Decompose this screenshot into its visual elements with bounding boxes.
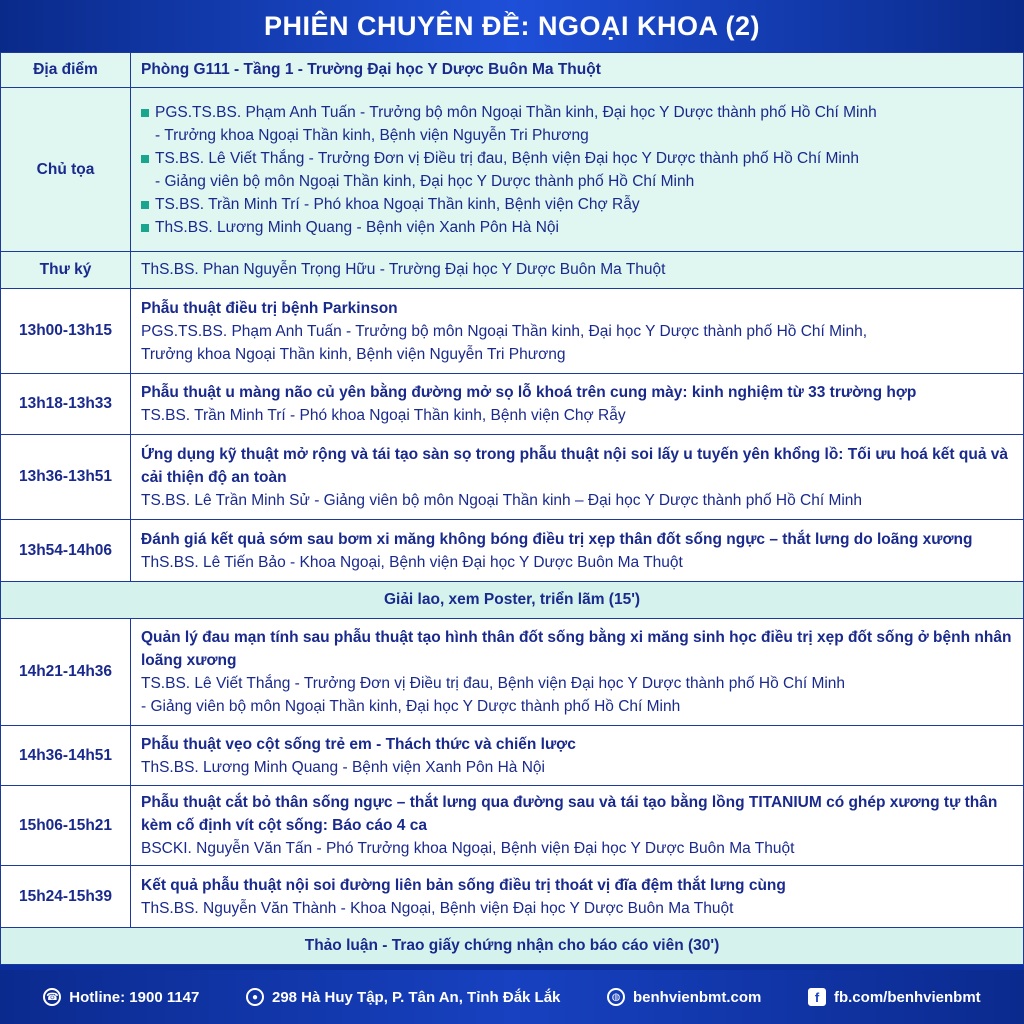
- session-content: [131, 619, 1024, 726]
- location-label: Địa điểm: [1, 53, 131, 88]
- session-row: [1, 289, 1024, 374]
- session-title: Đánh giá kết quả sớm sau bơm xi măng không bóng điều trị xẹp thân đốt sống ngực – thắt lưng do loãng xương: [141, 530, 973, 548]
- session-time: 15h06-15h21: [1, 786, 131, 866]
- session-content: [131, 786, 1024, 866]
- session-time: 13h54-14h06: [1, 520, 131, 582]
- chair-item: [141, 193, 1013, 216]
- location-row: [1, 53, 1024, 88]
- phone-icon: ☎: [43, 988, 61, 1006]
- facebook-link[interactable]: [808, 988, 981, 1006]
- break-text: Giải lao, xem Poster, triển lãm (15'): [1, 582, 1024, 619]
- session-row: [1, 786, 1024, 866]
- chairs-row: [1, 88, 1024, 252]
- chair-item: [141, 101, 1013, 147]
- secretary-label: Thư ký: [1, 252, 131, 289]
- secretary-row: [1, 252, 1024, 289]
- session-content: [131, 726, 1024, 786]
- session-time: 13h18-13h33: [1, 374, 131, 435]
- session-title: Kết quả phẫu thuật nội soi đường liên bản sống điều trị thoát vị đĩa đệm thắt lưng cùng: [141, 876, 786, 894]
- chairs-label: Chủ tọa: [1, 88, 131, 252]
- chair-line: ThS.BS. Lương Minh Quang - Bệnh viện Xanh Pôn Hà Nội: [155, 218, 559, 236]
- session-speaker: ThS.BS. Lương Minh Quang - Bệnh viện Xanh Pôn Hà Nội: [141, 758, 545, 776]
- session-content: [131, 866, 1024, 928]
- hotline-text: Hotline: 1900 1147: [69, 988, 200, 1006]
- location-pin-icon: ●: [246, 988, 264, 1006]
- session-content: [131, 374, 1024, 435]
- chair-line: - Trưởng khoa Ngoại Thần kinh, Bệnh viện Nguyễn Tri Phương: [155, 126, 589, 144]
- session-row: [1, 866, 1024, 928]
- schedule-table: [0, 52, 1024, 965]
- bullet-icon: [141, 109, 149, 117]
- chair-item: [141, 216, 1013, 239]
- session-time: 13h36-13h51: [1, 435, 131, 520]
- session-row: [1, 374, 1024, 435]
- break-row: [1, 582, 1024, 619]
- session-row: [1, 619, 1024, 726]
- session-row: [1, 520, 1024, 582]
- chair-line: TS.BS. Trần Minh Trí - Phó khoa Ngoại Thần kinh, Bệnh viện Chợ Rẫy: [155, 195, 640, 213]
- chair-item: [141, 147, 1013, 193]
- session-speaker: ThS.BS. Nguyễn Văn Thành - Khoa Ngoại, Bệnh viện Đại học Y Dược Buôn Ma Thuột: [141, 899, 734, 917]
- header-banner: [0, 0, 1024, 52]
- session-time: 15h24-15h39: [1, 866, 131, 928]
- facebook-text: fb.com/benhvienbmt: [833, 988, 981, 1006]
- chairs-list: [131, 88, 1024, 252]
- bullet-icon: [141, 224, 149, 232]
- session-content: [131, 520, 1024, 582]
- website-link[interactable]: [607, 988, 761, 1006]
- website-text: benhvienbmt.com: [633, 988, 762, 1006]
- session-speaker: PGS.TS.BS. Phạm Anh Tuấn - Trưởng bộ môn Ngoại Thần kinh, Đại học Y Dược thành phố Hồ Chí Minh,: [141, 322, 868, 340]
- session-content: [131, 435, 1024, 520]
- globe-icon: ◍: [607, 988, 625, 1006]
- location-value: Phòng G111 - Tầng 1 - Trường Đại học Y Dược Buôn Ma Thuột: [131, 53, 1024, 88]
- secretary-value: ThS.BS. Phan Nguyễn Trọng Hữu - Trường Đại học Y Dược Buôn Ma Thuột: [131, 252, 1024, 289]
- bullet-icon: [141, 155, 149, 163]
- session-speaker: Trưởng khoa Ngoại Thần kinh, Bệnh viện Nguyễn Tri Phương: [141, 345, 566, 363]
- session-title: Phẫu thuật vẹo cột sống trẻ em - Thách thức và chiến lược: [141, 735, 576, 753]
- page-title: PHIÊN CHUYÊN ĐỀ: NGOẠI KHOA (2): [263, 10, 761, 41]
- bullet-icon: [141, 201, 149, 209]
- closing-row: [1, 928, 1024, 965]
- address-text: 298 Hà Huy Tập, P. Tân An, Tỉnh Đắk Lắk: [271, 988, 561, 1006]
- session-row: [1, 435, 1024, 520]
- closing-text: Thảo luận - Trao giấy chứng nhận cho báo cáo viên (30'): [1, 928, 1024, 965]
- address: [246, 988, 560, 1006]
- session-time: 14h21-14h36: [1, 619, 131, 726]
- session-speaker: TS.BS. Trần Minh Trí - Phó khoa Ngoại Thần kinh, Bệnh viện Chợ Rẫy: [141, 407, 626, 424]
- session-speaker: TS.BS. Lê Trần Minh Sử - Giảng viên bộ môn Ngoại Thần kinh – Đại học Y Dược thành phố Hồ Chí Minh: [141, 491, 863, 509]
- session-time: 13h00-13h15: [1, 289, 131, 374]
- hotline[interactable]: [43, 988, 199, 1006]
- session-title: Ứng dụng kỹ thuật mở rộng và tái tạo sàn sọ trong phẫu thuật nội soi lấy u tuyến yên khổng lồ: Tối ưu hoá kết quả và cải thiện độ an toàn: [141, 445, 1008, 486]
- session-title: Phẫu thuật điều trị bệnh Parkinson: [141, 299, 398, 317]
- session-speaker: - Giảng viên bộ môn Ngoại Thần kinh, Đại học Y Dược thành phố Hồ Chí Minh: [141, 698, 681, 715]
- session-title: Quản lý đau mạn tính sau phẫu thuật tạo hình thân đốt sống bằng xi măng sinh học điều trị xẹp đốt sống ở bệnh nhân loãng xương: [141, 629, 1012, 669]
- session-speaker: BSCKI. Nguyễn Văn Tấn - Phó Trưởng khoa Ngoại, Bệnh viện Đại học Y Dược Buôn Ma Thuột: [141, 840, 795, 857]
- chair-line: - Giảng viên bộ môn Ngoại Thần kinh, Đại học Y Dược thành phố Hồ Chí Minh: [155, 172, 695, 190]
- facebook-icon: f: [808, 988, 826, 1006]
- session-title: Phẫu thuật cắt bỏ thân sống ngực – thắt lưng qua đường sau và tái tạo bằng lồng TITANIUM có ghép xương tự thân kèm cố định vít cột sống: Báo cáo 4 ca: [141, 794, 998, 834]
- session-content: [131, 289, 1024, 374]
- session-row: [1, 726, 1024, 786]
- footer-bar: [0, 970, 1024, 1024]
- session-title: Phẫu thuật u màng não củ yên bằng đường mở sọ lỗ khoá trên cung mày: kinh nghiệm từ 33 trường hợp: [141, 384, 917, 401]
- session-speaker: TS.BS. Lê Viết Thắng - Trưởng Đơn vị Điều trị đau, Bệnh viện Đại học Y Dược thành phố Hồ Chí Minh: [141, 675, 846, 692]
- chair-line: PGS.TS.BS. Phạm Anh Tuấn - Trưởng bộ môn Ngoại Thần kinh, Đại học Y Dược thành phố Hồ Chí Minh: [155, 103, 877, 121]
- chair-line: TS.BS. Lê Viết Thắng - Trưởng Đơn vị Điều trị đau, Bệnh viện Đại học Y Dược thành phố Hồ Chí Minh: [155, 149, 860, 167]
- session-time: 14h36-14h51: [1, 726, 131, 786]
- session-speaker: ThS.BS. Lê Tiến Bảo - Khoa Ngoại, Bệnh viện Đại học Y Dược Buôn Ma Thuột: [141, 553, 683, 571]
